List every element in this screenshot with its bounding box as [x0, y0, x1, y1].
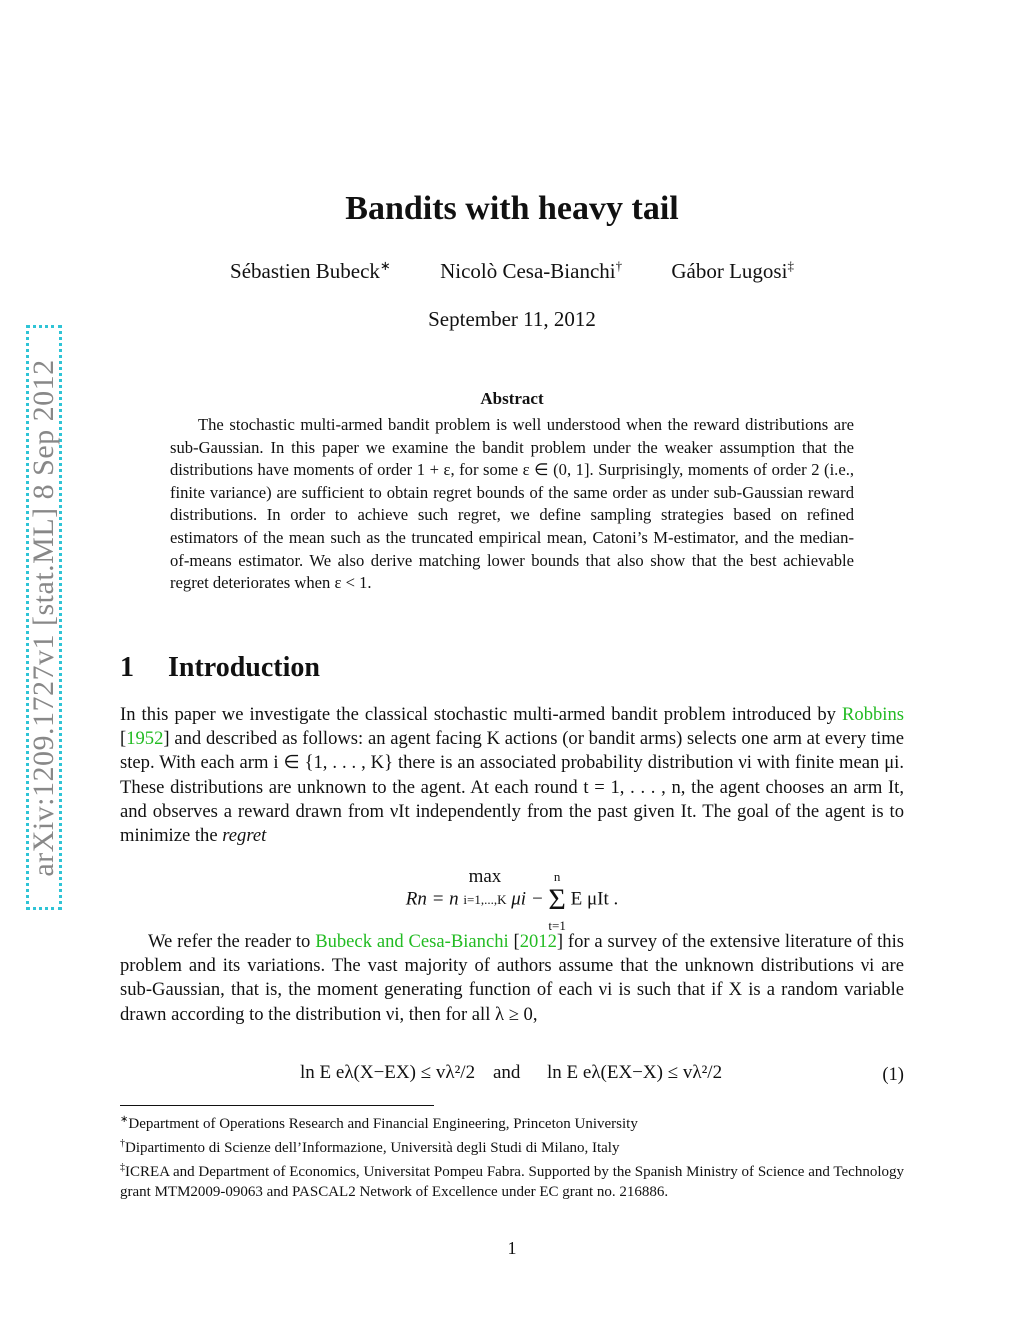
- citation-link-robbins[interactable]: Robbins: [842, 704, 904, 725]
- max-subscript: i=1,...,K: [463, 892, 507, 907]
- paper-date: September 11, 2012: [428, 307, 596, 331]
- author-mark: ‡: [787, 258, 794, 273]
- author-list: [0, 258, 1024, 284]
- text-run: We refer the reader to: [148, 931, 316, 952]
- footnote-3: [120, 1158, 904, 1202]
- footnote-text: ICREA and Department of Economics, Universitat Pompeu Fabra. Supported by the Spanish Ministry of Science and Technology grant MTM2009-09063 and PASCAL2 Network of Excellence under EC grant no. 216886.: [120, 1164, 904, 1200]
- author-name: Nicolò Cesa-Bianchi: [440, 259, 616, 283]
- author-mark: ∗: [379, 258, 391, 273]
- paper-title: Bandits with heavy tail: [345, 190, 679, 227]
- citation-link-bubeck[interactable]: Bubeck and Cesa-Bianchi: [315, 931, 509, 952]
- max-label: max: [468, 866, 502, 887]
- abstract-text: The stochastic multi-armed bandit problem is well understood when the reward distributions are sub-Gaussian. In this paper we examine the bandit problem under the weaker assumption that the distributions have moments of order 1 + ε, for some ε ∈ (0, 1]. Surprisingly, moments of order 2 (i.e., finite variance) are sufficient to obtain regret bounds of the same order as under sub-Gaussian reward distributions. In order to achieve such regret, we define sampling strategies based on refined estimators of the mean such as the truncated empirical mean, Catoni’s M-estimator, and the median-of-means estimator. We also derive matching lower bounds that also show that the best achievable regret deteriorates when ε < 1.: [170, 415, 854, 593]
- author-1: [230, 258, 391, 284]
- author-mark: †: [615, 258, 623, 273]
- regret-rhs: E μIt .: [570, 888, 619, 910]
- section-heading: [120, 652, 320, 684]
- citation-link-1952[interactable]: 1952: [126, 728, 164, 750]
- page-number: 1: [507, 1238, 517, 1258]
- equation-number: (1): [882, 1064, 904, 1085]
- author-2: [440, 258, 622, 284]
- equation-1-right: ln E eλ(EX−X) ≤ vλ²/2: [547, 1062, 723, 1083]
- footnote-mark: ∗: [120, 1114, 129, 1125]
- text-run: ] and described as follows: an agent facing K actions (or bandit arms) selects one arm at every time step. With each arm i ∈ {1, . . . , K} there is an associated probability distribution νi with finite mean μi. These distributions are unknown to the agent. At each round t = 1, . . . , n, the agent chooses an arm It, and observes a reward drawn from νIt independently from the past given It. The goal of the agent is to minimize the: [120, 728, 904, 847]
- sum-lower: t=1: [548, 918, 566, 933]
- abstract-heading: Abstract: [480, 389, 544, 408]
- intro-paragraph-2: [120, 930, 904, 1027]
- regret-term: regret: [222, 825, 267, 847]
- footnotes: [120, 1110, 904, 1202]
- footnote-mark: †: [120, 1138, 125, 1149]
- regret-equation: [0, 866, 1024, 934]
- author-name: Gábor Lugosi: [671, 259, 788, 283]
- regret-mu: μi −: [511, 888, 544, 910]
- equation-1-left: ln E eλ(X−EX) ≤ vλ²/2: [300, 1062, 476, 1083]
- footnote-text: Department of Operations Research and Financial Engineering, Princeton University: [128, 1116, 638, 1132]
- sum-symbol: Σ: [548, 883, 566, 916]
- author-3: [671, 258, 794, 284]
- section-title: Introduction: [168, 652, 320, 683]
- author-name: Sébastien Bubeck: [230, 259, 380, 283]
- footnote-2: [120, 1134, 904, 1158]
- footnote-mark: ‡: [120, 1162, 126, 1173]
- sum-operator: [548, 866, 565, 934]
- arxiv-stamp-text: arXiv:1209.1727v1 [stat.ML] 8 Sep 2012: [27, 358, 60, 877]
- equation-1: [300, 1050, 904, 1098]
- max-operator: [463, 866, 506, 910]
- text-run: [: [508, 931, 520, 952]
- text-run: ] for a survey of the extensive literature of this problem and its variations. The vast majority of authors assume that the unknown distributions νi are sub-Gaussian, that is, the moment generating function of each νi is such that if X is a random variable drawn according to the distribution νi, then for all λ ≥ 0,: [120, 931, 904, 1025]
- footnote-1: [120, 1110, 904, 1134]
- section-number: 1: [120, 652, 134, 683]
- footnote-text: Dipartimento di Scienze dell’Informazione, Università degli Studi di Milano, Italy: [125, 1140, 620, 1156]
- equation-1-and: and: [493, 1062, 521, 1083]
- text-run: [: [120, 728, 127, 750]
- regret-lhs: Rn = n: [405, 888, 459, 910]
- sum-upper: n: [553, 869, 561, 884]
- footnote-divider: [120, 1105, 434, 1106]
- text-run: In this paper we investigate the classical stochastic multi-armed bandit problem introduced by: [120, 704, 842, 725]
- citation-link-2012[interactable]: 2012: [519, 931, 557, 952]
- intro-paragraph-1: [120, 703, 904, 848]
- arxiv-stamp: [26, 325, 62, 910]
